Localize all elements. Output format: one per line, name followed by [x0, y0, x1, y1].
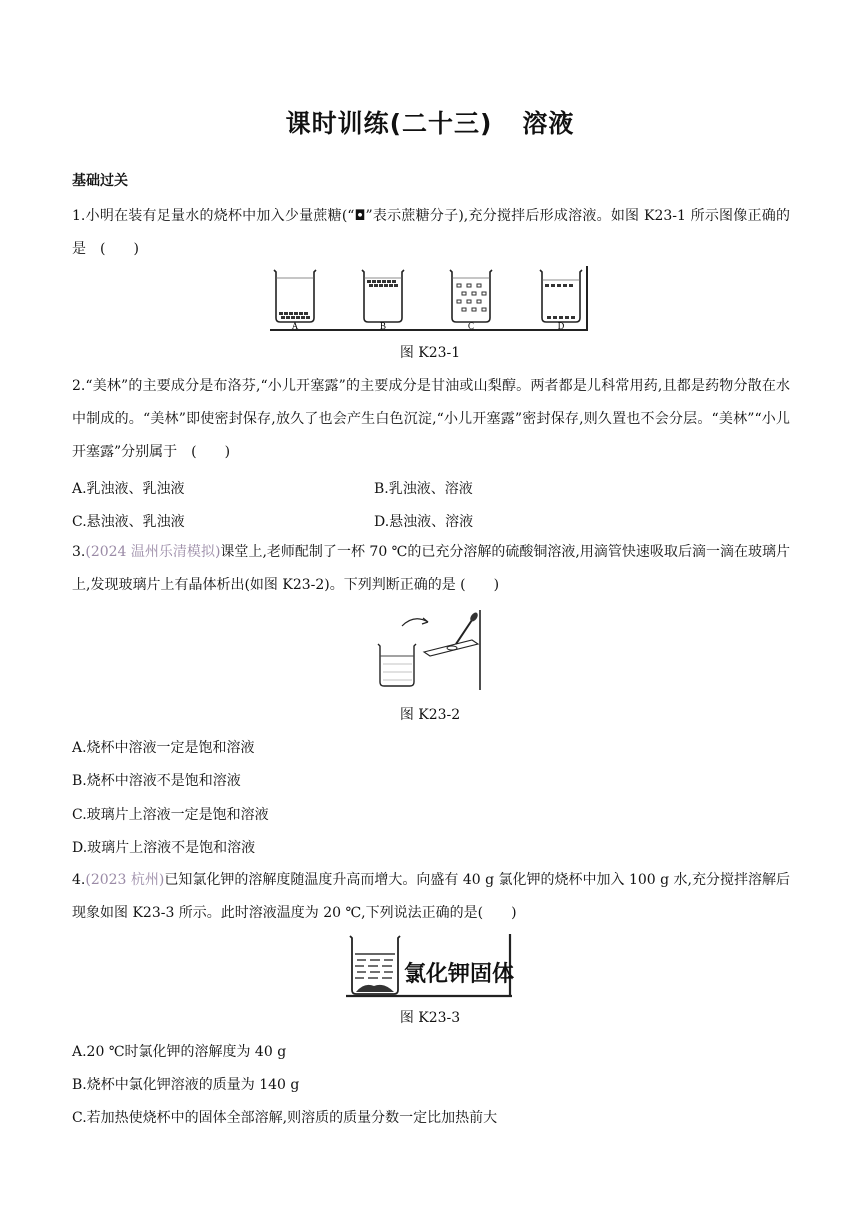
figure-label-kcl-solid: 氯化钾固体: [404, 962, 514, 987]
figure-caption-k23-1: 图 K23-1: [399, 345, 461, 361]
q4-number: 4.: [72, 872, 86, 888]
title-sub: 溶液: [522, 109, 575, 138]
beaker-d: [540, 270, 582, 322]
q3-option-d: D.玻璃片上溶液不是饱和溶液: [72, 840, 256, 856]
title-main: 课时训练(二十三): [285, 109, 493, 138]
q4-option-b: B.烧杯中氯化钾溶液的质量为 140 g: [72, 1077, 300, 1093]
question-2-text: 2.“美林”的主要成分是布洛芬,“小儿开塞露”的主要成分是甘油或山梨醇。两者都是儿科常用药,且都是药物分散在水中制成的。“美林”即使密封保存,放久了也会产生白色沉淀,“小儿开塞露”密封保存,则久置也不会分层。“美林”“小儿开塞露”分别属于 ( ): [72, 378, 790, 460]
q4-option-a: A.20 ℃时氯化钾的溶解度为 40 g: [72, 1044, 287, 1060]
q2-option-d: D.悬浊液、溶液: [374, 514, 474, 530]
figure-caption-k23-3: 图 K23-3: [399, 1010, 461, 1026]
figure-k23-3: [344, 932, 514, 998]
beaker-a: [274, 270, 316, 322]
q3-body: 课堂上,老师配制了一杯 70 ℃的已充分溶解的硫酸铜溶液,用滴管快速吸取后滴一滴在玻璃片上,发现玻璃片上有晶体析出(如图 K23-2)。下列判断正确的是 ( ): [72, 544, 790, 593]
label-c: C: [467, 321, 475, 331]
question-3-text: [72, 536, 790, 602]
q4-source: (2023 杭州): [85, 872, 165, 888]
q4-option-c: C.若加热使烧杯中的固体全部溶解,则溶质的质量分数一定比加热前大: [72, 1110, 498, 1126]
question-1-text: 1.小明在装有足量水的烧杯中加入少量蔗糖(“◘”表示蔗糖分子),充分搅拌后形成溶液。如图 K23-1 所示图像正确的是 ( ): [72, 208, 790, 257]
figure-k23-2: [372, 608, 488, 692]
q3-option-b: B.烧杯中溶液不是饱和溶液: [72, 773, 241, 789]
q4-body: 已知氯化钾的溶解度随温度升高而增大。向盛有 40 g 氯化钾的烧杯中加入 100 g 水,充分搅拌溶解后现象如图 K23-3 所示。此时溶液温度为 20 ℃,下列说法正确的是( ): [72, 872, 790, 921]
label-d: D: [557, 321, 565, 331]
label-b: B: [379, 321, 387, 331]
q2-option-b: B.乳浊液、溶液: [374, 481, 473, 497]
beaker-c: [450, 270, 492, 322]
q3-source: (2024 温州乐清模拟): [85, 544, 221, 560]
label-a: A: [291, 321, 299, 331]
page-title: [0, 104, 860, 140]
beaker-b: [362, 270, 404, 322]
q3-option-a: A.烧杯中溶液一定是饱和溶液: [72, 740, 255, 756]
q2-option-a: A.乳浊液、乳浊液: [72, 481, 185, 497]
section-heading: 基础过关: [72, 173, 128, 189]
q3-option-c: C.玻璃片上溶液一定是饱和溶液: [72, 807, 269, 823]
figure-caption-k23-2: 图 K23-2: [399, 707, 461, 723]
figure-k23-1: [268, 264, 592, 334]
q2-option-c: C.悬浊液、乳浊液: [72, 514, 185, 530]
q3-number: 3.: [72, 544, 86, 560]
question-4-text: [72, 864, 790, 930]
